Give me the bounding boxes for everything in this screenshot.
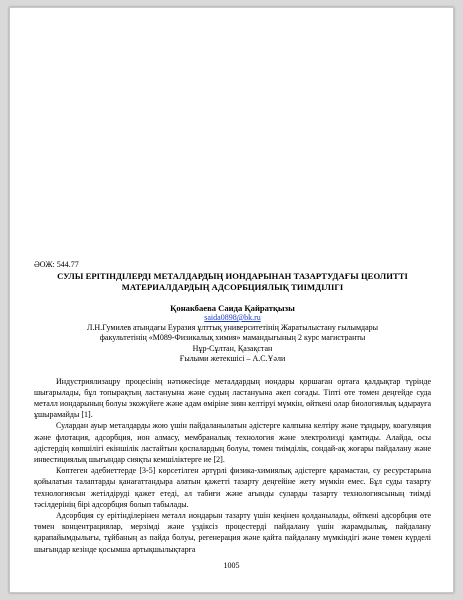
document-page [9,7,454,593]
affiliation-line-2: факультетінің «М089-Физикалық химия» мамандығының 2 курс магистранты [99,333,366,343]
body-paragraph-4: Адсорбция су ерітінділерінен металл иондарын тазарту үшін кеңінен қолданылады, өйткені адсорбция өте төмен концентрациялар, мерзімді және үздіксіз процестерді пайдалану үшін жарамдылық, пайдалану қарапайымдылығы, тұйбаның аз пайда болуы, регенерация және қайта пайдалану мүмкіндігі және төмен күрделі шығындар кезінде қосымша артықшылықтарға [34,511,431,554]
page-number: 1005 [223,561,240,570]
paper-title-line-1: СУЛЫ ЕРІТІНДІЛЕРДІ МЕТАЛДАРДЫҢ ИОНДАРЫНАН ТАЗАРТУДАҒЫ ЦЕОЛИТТІ [57,271,408,281]
author-email [34,313,431,323]
author-email-link[interactable]: saida0898@bk.ru [204,313,261,322]
author-name: Қонакбаева Саида Қайратқызы [170,303,295,313]
body-paragraph-2: Сулардан ауыр металдарды жою үшін пайдаланылатын әдістерге калпына келтіру және тұндыру, коагуляция және флотация, адсорбция, ион алмасу, мембраналық технология және электролизді қамтиды. Алайда, осы әдістердің көпшілігі екіншілік ластайтын қоспалардың болуы, төмен тиімділік, сондай-ақ жоғары пайдалану және инвестициялық шығындар сияқты кемшіліктерге ие [2]. [34,421,431,465]
scientific-supervisor: Ғылыми жетекшісі – А.С.Ұәли [179,354,286,364]
affiliation-city: Нұр-Сұлтан, Қазақстан [192,343,273,353]
paper-title-line-2: МАТЕРИАЛДАРДЫҢ АДСОРБЦИЯЛЫҚ ТИІМДІЛІГІ [121,282,344,292]
udc-code: ӘОЖ: 544.77 [34,260,79,269]
body-paragraph-3: Көптеген әдебиеттерде [3-5] көрсетілген әртүрлі физика-химиялық әдістерге қарамастан, су ресурстарына қойылатын талаптарды қанағаттандыра алатын қажетті тазарту деңгейіне жету мүмкін емес. Бұл суды тазарту технологиясын жетілдіруді қажет етеді, ал табиғи және ағынды суларды тазарту технологиясының тиімді тәсілдерінің бірі адсорбция болып табылады. [34,466,431,509]
affiliation-line-1: Л.Н.Гумилев атындағы Еуразия ұлттық университетінің Жаратылыстану ғылымдары [86,323,379,332]
page-content [34,260,431,555]
paper-title [34,271,431,293]
body-paragraph-1: Индустриялизацру процесінің нәтижесінде металдардың иондары қоршаған ортаға қалдықтар түрінде шығарылады, бұл топырақтың ластануына және судың ластануына әкеп соғады. Тіпті өте төмен деңгейде суда металл иондарының болуы экожүйеге және адам өміріне зиян келтіруі мүмкін, өйткені олар биологиялық ыдырауға ұшырамайды [1]. [34,376,431,420]
